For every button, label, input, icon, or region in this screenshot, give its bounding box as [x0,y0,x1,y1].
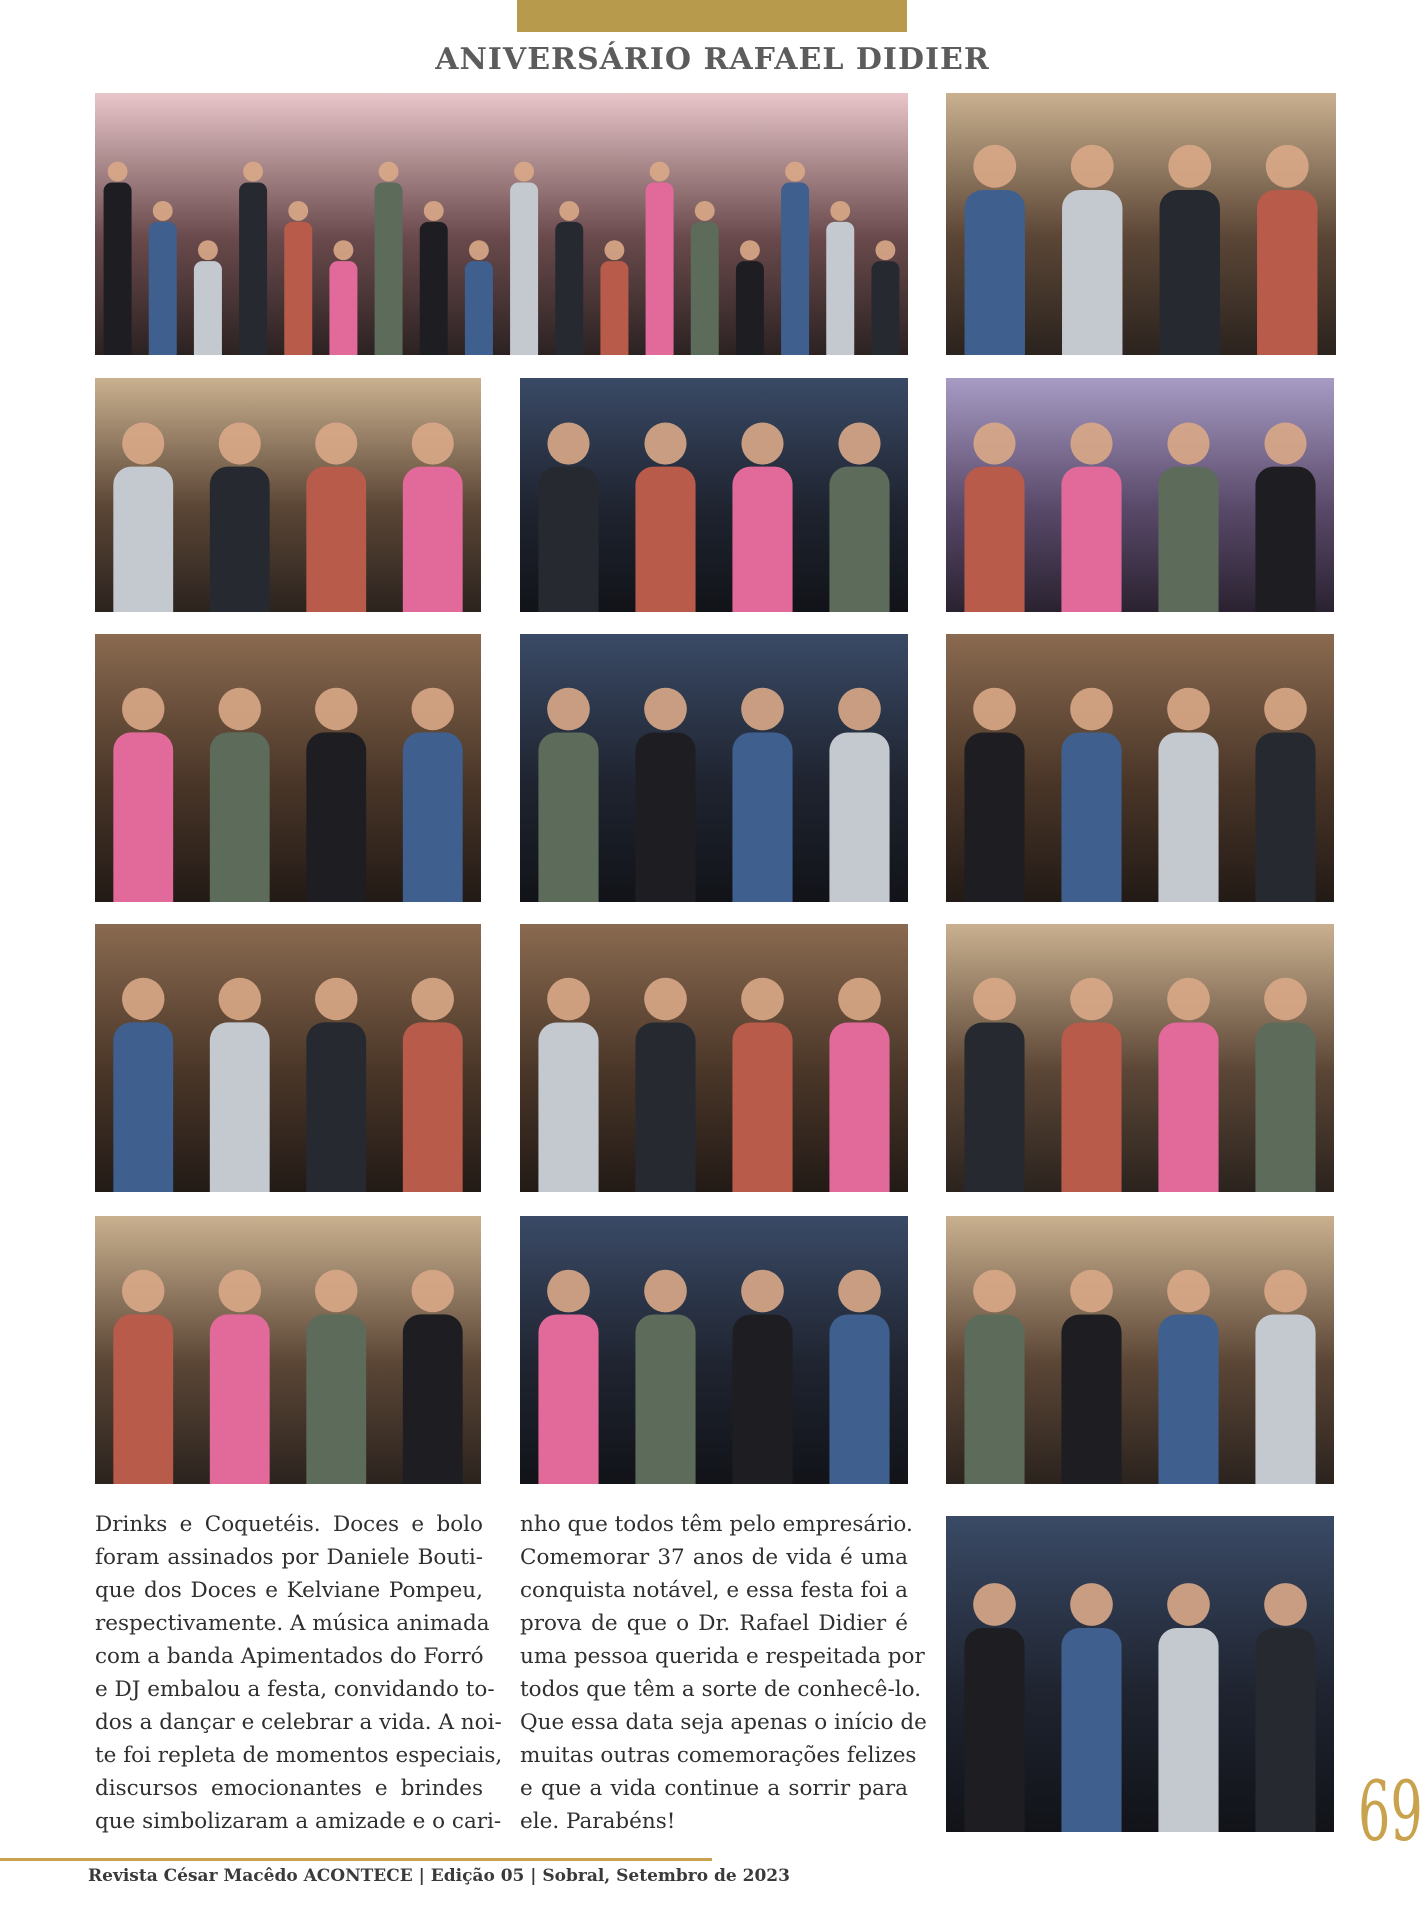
group-photo-7 [95,924,481,1192]
text-line: com a banda Apimentados do Forró [95,1644,484,1669]
group-photo-8 [520,924,908,1192]
group-photo-11 [520,1216,908,1484]
text-line: ele. Parabéns! [520,1809,676,1834]
portrait-photo [946,1516,1334,1832]
group-photo-2 [520,378,908,612]
text-line: que simbolizaram a amizade e o cari- [95,1809,502,1834]
text-line: uma pessoa querida e respeitada por [520,1644,925,1669]
text-line: muitas outras comemorações felizes [520,1743,917,1768]
text-line: nho que todos têm pelo empresário. [520,1512,913,1537]
text-line: Comemorar 37 anos de vida é uma [520,1545,908,1570]
text-line: conquista notável, e essa festa foi a [520,1578,908,1603]
text-line: que dos Doces e Kelviane Pompeu, [95,1578,483,1603]
page-title: ANIVERSÁRIO RAFAEL DIDIER [435,42,990,77]
text-line: discursos emocionantes e brindes [95,1776,483,1801]
page-number: 69 [1358,1765,1423,1860]
group-photo-3 [946,378,1334,612]
text-line: todos que têm a sorte de conhecê-lo. [520,1677,922,1702]
footer-rule [0,1858,712,1861]
group-photo-12 [946,1216,1334,1484]
group-photo-4 [95,634,481,902]
text-line: dos a dançar e celebrar a vida. A noi- [95,1710,502,1735]
group-photo-row [946,93,1336,355]
group-photo-5 [520,634,908,902]
text-line: e que a vida continue a sorrir para [520,1776,908,1801]
text-line: Que essa data seja apenas o início de [520,1710,927,1735]
text-line: foram assinados por Daniele Bouti- [95,1545,483,1570]
text-line: te foi repleta de momentos especiais, [95,1743,503,1768]
group-photo-1 [95,378,481,612]
article-column-2 [520,1508,927,1838]
group-photo-6 [946,634,1334,902]
header-gold-bar [517,0,907,32]
footer-credit: Revista César Macêdo ACONTECE | Edição 05 | Sobral, Setembro de 2023 [88,1866,790,1886]
text-line: Drinks e Coquetéis. Doces e bolo [95,1512,483,1537]
group-photo-10 [95,1216,481,1484]
text-line: e DJ embalou a festa, convidando to- [95,1677,495,1702]
text-line: respectivamente. A música animada [95,1611,490,1636]
article-column-1 [95,1508,503,1838]
text-line: prova de que o Dr. Rafael Didier é [520,1611,908,1636]
group-photo-large [95,93,908,355]
group-photo-9 [946,924,1334,1192]
